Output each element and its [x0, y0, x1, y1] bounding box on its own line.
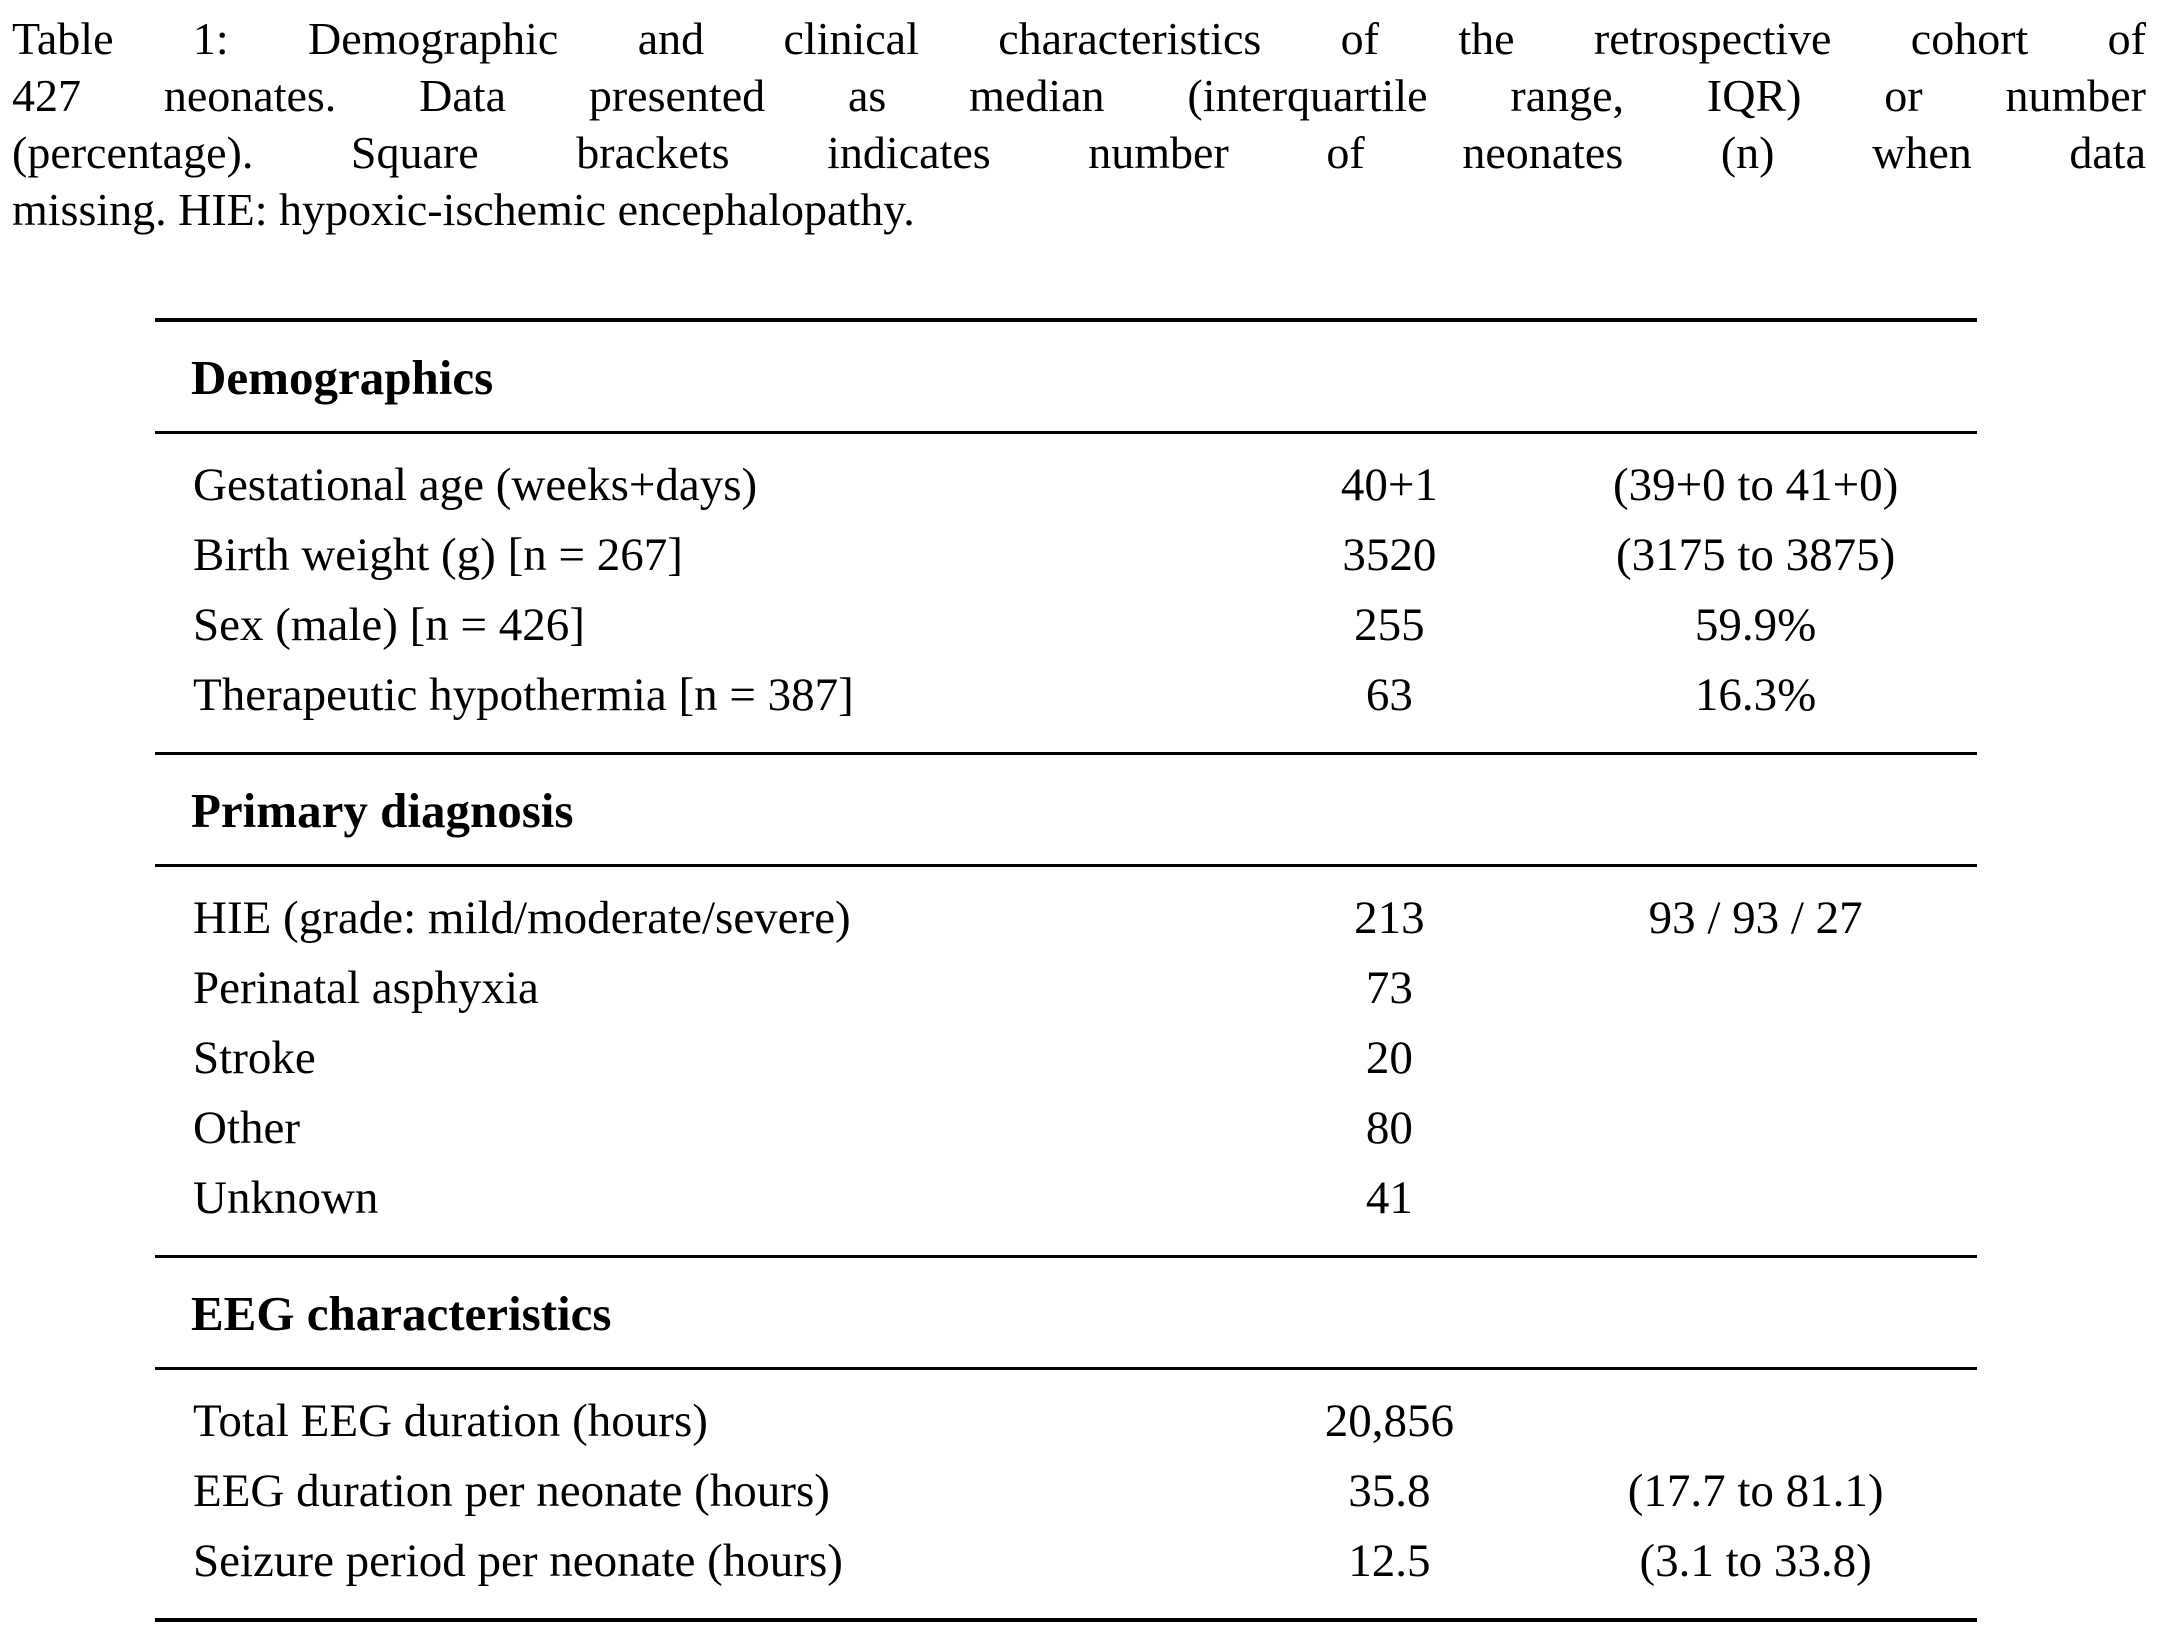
row-label: Other — [193, 1102, 301, 1154]
row-range: (3.1 to 33.8) — [1639, 1535, 1872, 1587]
row-value: 40+1 — [1340, 459, 1438, 511]
row-label: HIE (grade: mild/moderate/severe) — [193, 892, 851, 944]
row-value: 80 — [1365, 1102, 1413, 1154]
section-demographics — [155, 320, 1977, 754]
table-row — [155, 1023, 1977, 1093]
row-value: 213 — [1354, 892, 1425, 944]
row-label: Total EEG duration (hours) — [193, 1395, 708, 1447]
row-value: 63 — [1365, 669, 1413, 721]
row-range — [1534, 1163, 1977, 1257]
caption-line: Table 1: Demographic and clinical characteristics of the retrospective cohort of — [12, 13, 2146, 64]
row-range — [1534, 1369, 1977, 1457]
section-eeg-characteristics — [155, 1257, 1977, 1621]
row-label: Therapeutic hypothermia [n = 387] — [193, 669, 854, 721]
caption-line: missing. HIE: hypoxic-ischemic encephalopathy. — [12, 184, 915, 235]
table-row — [155, 1369, 1977, 1457]
row-value: 20,856 — [1324, 1395, 1455, 1447]
table-row — [155, 520, 1977, 590]
table-row — [155, 1456, 1977, 1526]
row-range — [1534, 1023, 1977, 1093]
table-row — [155, 590, 1977, 660]
row-label: Stroke — [193, 1032, 316, 1084]
row-range — [1534, 953, 1977, 1023]
table-row — [155, 1093, 1977, 1163]
section-header-demographics: Demographics — [155, 320, 1977, 433]
table-row — [155, 660, 1977, 754]
table-row — [155, 953, 1977, 1023]
row-label: Birth weight (g) [n = 267] — [193, 529, 683, 581]
row-range — [1534, 1093, 1977, 1163]
row-label: Perinatal asphyxia — [193, 962, 539, 1014]
section-header-eeg-characteristics: EEG characteristics — [155, 1257, 1977, 1369]
table-row — [155, 1526, 1977, 1620]
row-range: (39+0 to 41+0) — [1612, 459, 1899, 511]
row-label: Sex (male) [n = 426] — [193, 599, 585, 651]
table-row — [155, 433, 1977, 521]
row-label: EEG duration per neonate (hours) — [193, 1465, 830, 1517]
row-range: (17.7 to 81.1) — [1627, 1465, 1884, 1517]
row-range: 93 / 93 / 27 — [1648, 892, 1863, 944]
section-header-primary-diagnosis: Primary diagnosis — [155, 754, 1977, 866]
row-label: Unknown — [193, 1172, 379, 1224]
caption-line: 427 neonates. Data presented as median (interquartile range, IQR) or number — [12, 70, 2146, 121]
row-range: (3175 to 3875) — [1615, 529, 1896, 581]
table-row — [155, 866, 1977, 954]
section-primary-diagnosis — [155, 754, 1977, 1257]
row-range: 59.9% — [1694, 599, 1817, 651]
row-value: 255 — [1354, 599, 1425, 651]
caption-line: (percentage). Square brackets indicates number of neonates (n) when data — [12, 127, 2146, 178]
row-value: 3520 — [1342, 529, 1437, 581]
row-value: 12.5 — [1348, 1535, 1431, 1587]
row-range: 16.3% — [1694, 669, 1817, 721]
table-row — [155, 1163, 1977, 1257]
row-label: Seizure period per neonate (hours) — [193, 1535, 843, 1587]
row-value: 73 — [1365, 962, 1413, 1014]
row-value: 41 — [1365, 1172, 1413, 1224]
characteristics-table — [155, 318, 1977, 1622]
row-value: 20 — [1365, 1032, 1413, 1084]
table-caption — [12, 10, 2146, 238]
row-label: Gestational age (weeks+days) — [193, 459, 758, 511]
row-value: 35.8 — [1348, 1465, 1431, 1517]
